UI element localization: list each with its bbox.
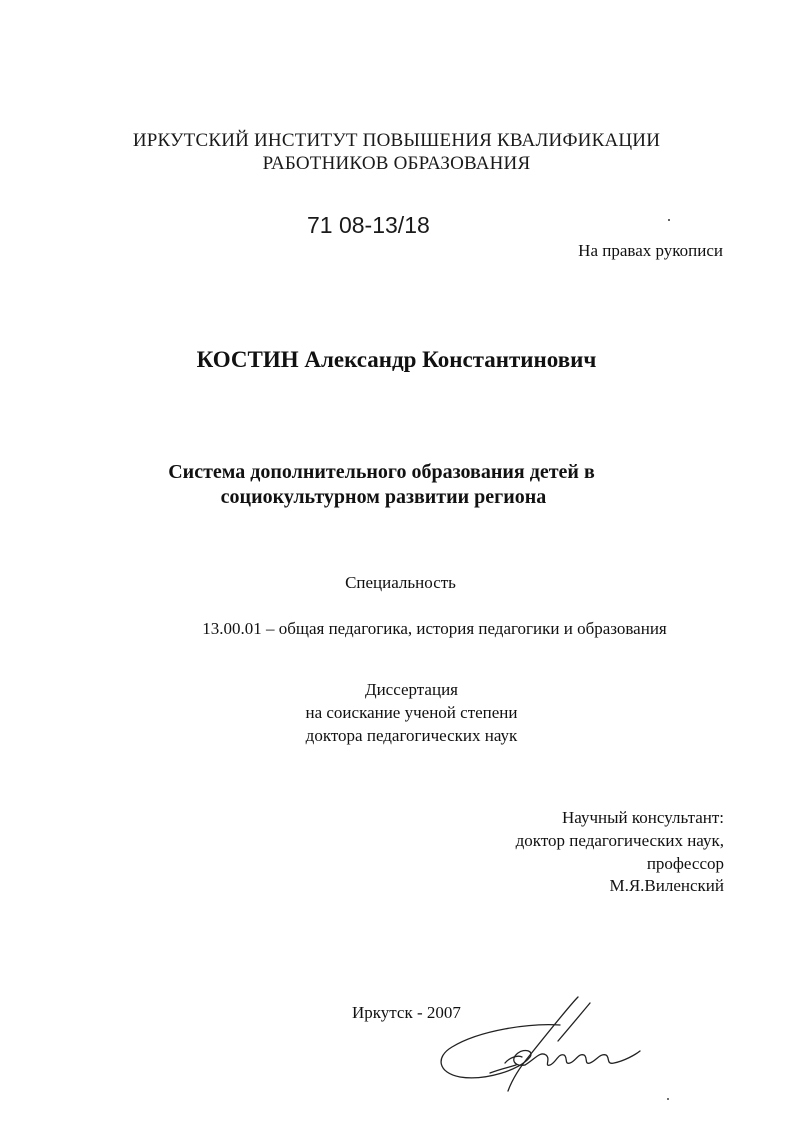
thesis-title-line-1: Система дополнительного образования детей в: [168, 461, 595, 483]
manuscript-rights-note: На правах рукописи: [578, 241, 723, 260]
archive-code: 71 08-13/18: [307, 212, 430, 238]
consultant-name: М.Я.Виленский: [609, 876, 724, 895]
specialty-value: 13.00.01 – общая педагогика, история педагогики и образования: [202, 619, 667, 638]
consultant-degree: доктор педагогических наук,: [515, 831, 724, 850]
scan-speck: [668, 219, 670, 221]
degree-line-1: Диссертация: [364, 680, 458, 699]
thesis-title-line-2: социокультурном развитии региона: [220, 486, 547, 508]
specialty-label: Специальность: [345, 573, 456, 592]
city-year: Иркутск - 2007: [352, 1003, 461, 1022]
institute-name-line-1: ИРКУТСКИЙ ИНСТИТУТ ПОВЫШЕНИЯ КВАЛИФИКАЦИИ: [132, 130, 661, 151]
consultant-label: Научный консультант:: [562, 808, 724, 827]
consultant-title: профессор: [646, 854, 724, 873]
institute-name-line-2: РАБОТНИКОВ ОБРАЗОВАНИЯ: [262, 153, 531, 174]
handwritten-signature: [430, 985, 680, 1105]
degree-line-2: на соискание ученой степени: [305, 703, 518, 722]
author-name: КОСТИН Александр Константинович: [196, 347, 597, 372]
degree-line-3: доктора педагогических наук: [305, 726, 518, 745]
